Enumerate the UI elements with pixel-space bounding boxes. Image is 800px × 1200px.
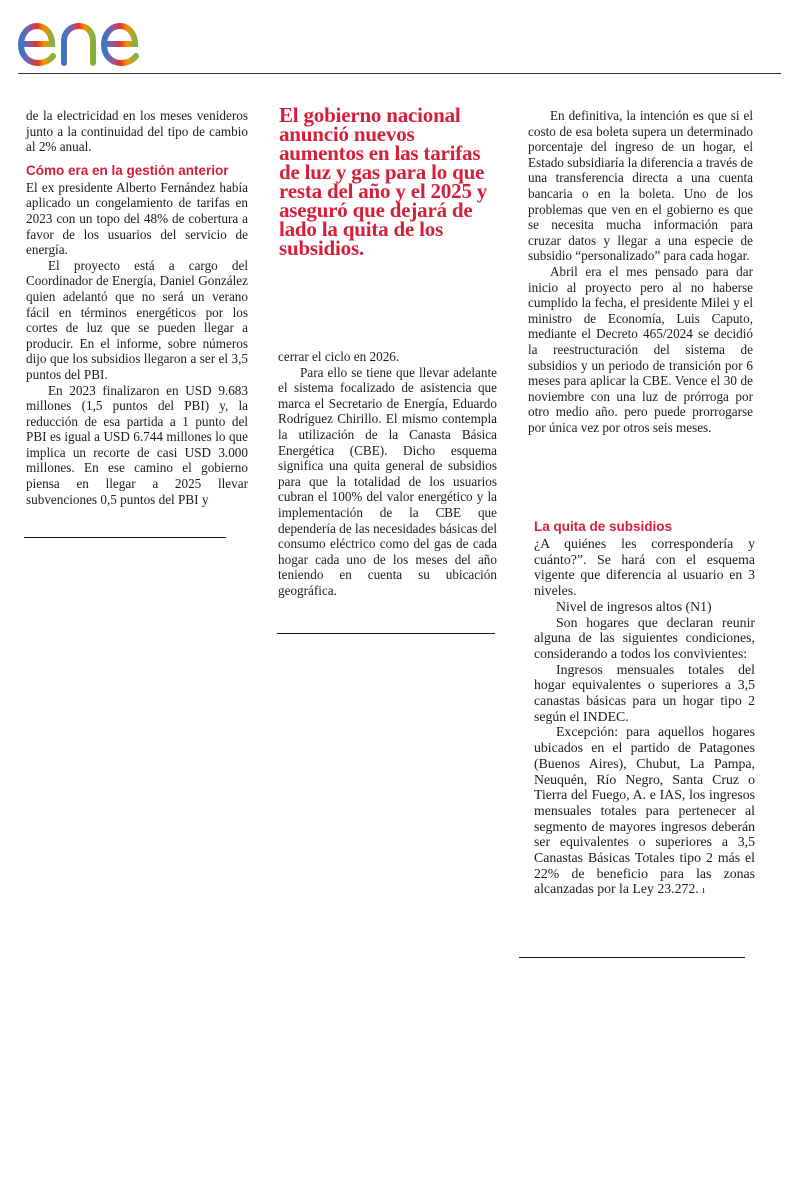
enel-logo	[18, 10, 178, 68]
paragraph-text: Excepción: para aquellos hogares ubicados en el partido de Patagones (Buenos Aires), Chubut, La Pampa, Neuquén, Río Negro, Santa Cruz o Tierra del Fuego, A. e IAS, los ingresos mensuales totales para pertenecer al segmento de mayores ingresos deberán ser equivalentes o superiores a 3,5 Canastas Básicas Totales tipo 2 más el 22% de beneficio para las zonas alcanzadas por la Ley 23.272.	[534, 724, 755, 897]
paragraph: Abril era el mes pensado para dar inicio al proyecto pero al no haberse cumplido la fecha, el presidente Milei y el ministro de Economía, Luis Caputo, mediante el Decreto 465/2024 se decidió la reestructuración del sistema de subsidios y un periodo de transición por 6 meses para aplicar la CBE. Vence el 30 de noviembre con una luz de prórroga por otro medio año. pero puede prorrogarse por única vez por otros seis meses.	[528, 263, 753, 435]
subheading: La quita de subsidios	[534, 519, 673, 534]
middle-column	[278, 349, 497, 599]
left-column	[26, 108, 248, 507]
paragraph: El proyecto está a cargo del Coordinador de Energía, Daniel González quien adelantó que no será un verano fácil en términos energéticos por los cortes de luz que se pueden llegar a producir. En el informe, sobre números dijo que los subsidios llegaron a ser el 3,5 puntos del PBI.	[26, 257, 248, 382]
paragraph: Nivel de ingresos altos (N1)	[556, 598, 712, 614]
paragraph: El ex presidente Alberto Fernández había aplicado un congelamiento de tarifas en 2023 con un topo del 48% de cobertura a favor de los usuarios del servicio de energía.	[26, 179, 248, 258]
column-end-rule	[519, 957, 745, 958]
column-end-rule	[277, 633, 495, 634]
pull-quote: El gobierno nacional anunció nuevos aumentos en las tarifas de luz y gas para lo que resta del año y el 2025 y aseguró que dejará de lado la quita de los subsidios.	[279, 103, 488, 260]
subsidies-section	[534, 519, 755, 899]
paragraph: En definitiva, la intención es que si el costo de esa boleta supera un determinado porcentaje del ingreso de un hogar, el Estado subsidiaría la diferencia a través de una transferencia directa a una cuenta bancaria o en la boleta. Uno de los problemas que ven en el gobierno es que se necesita mucha información para cruzar datos y llegar a una especie de subsidio “personalizado” para cada hogar.	[528, 108, 753, 264]
paragraph: Son hogares que declaran reunir alguna de las siguientes condiciones, considerando a todos los convivientes:	[534, 614, 755, 661]
paragraph	[534, 724, 755, 899]
right-column	[528, 108, 753, 435]
paragraph: Ingresos mensuales totales del hogar equivalentes o superiores a 3,5 canastas básicas para un hogar tipo 2 según el INDEC.	[534, 661, 755, 724]
end-mark: ı	[702, 885, 705, 897]
header-rule	[18, 73, 781, 74]
paragraph: cerrar el ciclo en 2026.	[278, 349, 400, 364]
paragraph: ¿A quiénes les correspondería y cuánto?”. Se hará con el esquema vigente que diferencia al usuario en 3 niveles.	[534, 536, 755, 599]
paragraph: de la electricidad en los meses venideros junto a la continuidad del tipo de cambio al 2% anual.	[26, 108, 248, 155]
subheading: Cómo era en la gestión anterior	[26, 162, 229, 178]
paragraph: Para ello se tiene que llevar adelante el sistema focalizado de asistencia que marca el Secretario de Energía, Eduardo Rodríguez Chirillo. El mismo contempla la utilización de la Canasta Básica Energética (CBE). Dicho esquema significa una quita general de subsidios para que la totalidad de los usuarios cubran el 100% del valor energético y la implementación de la CBE que dependería de las necesidades básicas del consumo eléctrico como del gas de cada hogar cada uno de los meses del año teniendo en cuenta su ubicación geográfica.	[278, 364, 497, 598]
column-end-rule	[24, 537, 226, 538]
paragraph: En 2023 finalizaron en USD 9.683 millones (1,5 puntos del PBI) y, la reducción de esa partida a 1 punto del PBI es igual a USD 6.744 millones lo que implica un recorte de casi USD 3.000 millones. En ese camino el gobierno piensa en llegar a 2025 llevar subvenciones 0,5 puntos del PBI y	[26, 382, 248, 507]
